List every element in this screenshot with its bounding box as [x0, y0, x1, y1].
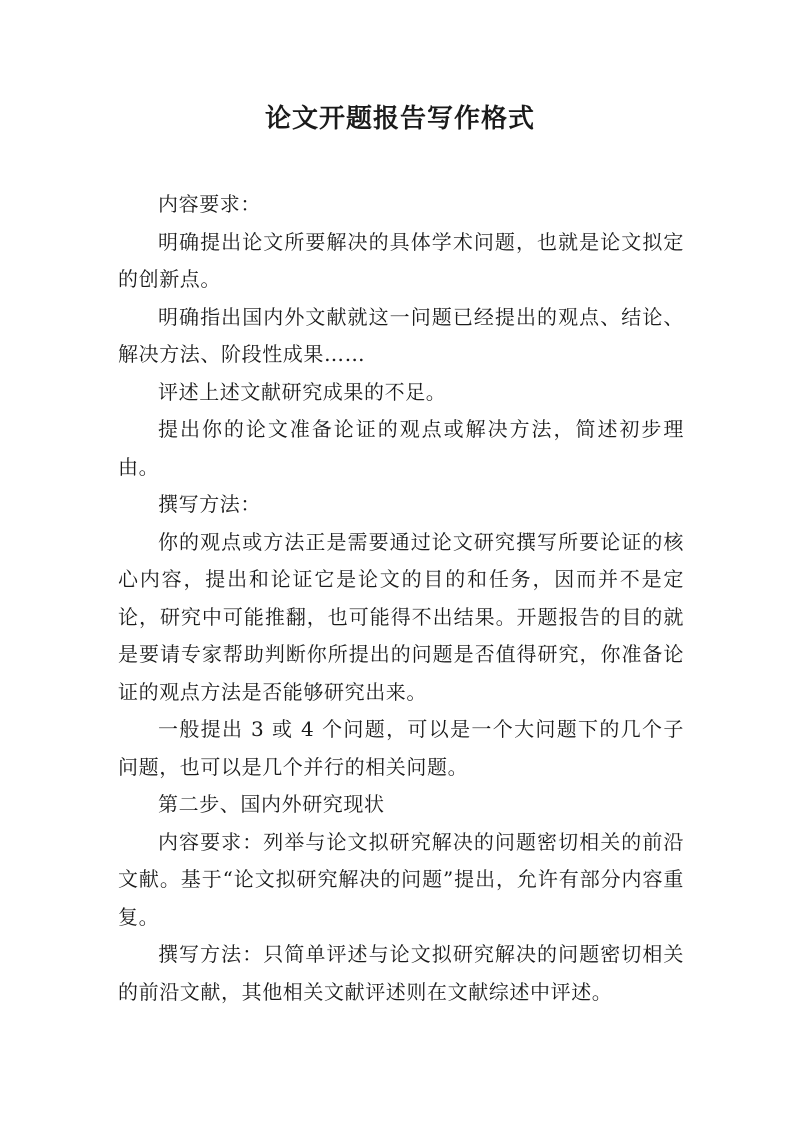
paragraph-research-status-requirements: 内容要求：列举与论文拟研究解决的问题密切相关的前沿文献。基于“论文拟研究解决的问题”提出，允许有部分内容重复。 [118, 829, 684, 929]
paragraph-research-status-method: 撰写方法：只简单评述与论文拟研究解决的问题密切相关的前沿文献，其他相关文献评述则在文献综述中评述。 [118, 942, 684, 1004]
document-body [118, 186, 684, 1011]
section-heading-research-status: 第二步、国内外研究现状 [158, 792, 385, 816]
paragraph-writing-method-heading: 撰写方法： [158, 492, 261, 516]
document-title: 论文开题报告写作格式 [264, 104, 535, 134]
paragraph-content-requirements-heading: 内容要求： [158, 192, 261, 216]
paragraph-define-problem: 明确提出论文所要解决的具体学术问题，也就是论文拟定的创新点。 [118, 229, 684, 291]
paragraph-writing-method-body: 你的观点或方法正是需要通过论文研究撰写所要论证的核心内容，提出和论证它是论文的目的和任务，因而并不是定论，研究中可能推翻，也可能得不出结果。开题报告的目的就是要请专家帮助判断你所提出的问题是否值得研究，你准备论证的观点方法是否能够研究出来。 [118, 529, 684, 704]
paragraph-literature-shortcomings: 评述上述文献研究成果的不足。 [158, 379, 447, 404]
paragraph-existing-literature: 明确指出国内外文献就这一问题已经提出的观点、结论、解决方法、阶段性成果…… [118, 304, 684, 366]
paragraph-proposed-method: 提出你的论文准备论证的观点或解决方法，简述初步理由。 [118, 417, 684, 479]
paragraph-number-of-questions: 一般提出 3 或 4 个问题，可以是一个大问题下的几个子问题，也可以是几个并行的相关问题。 [118, 717, 684, 779]
